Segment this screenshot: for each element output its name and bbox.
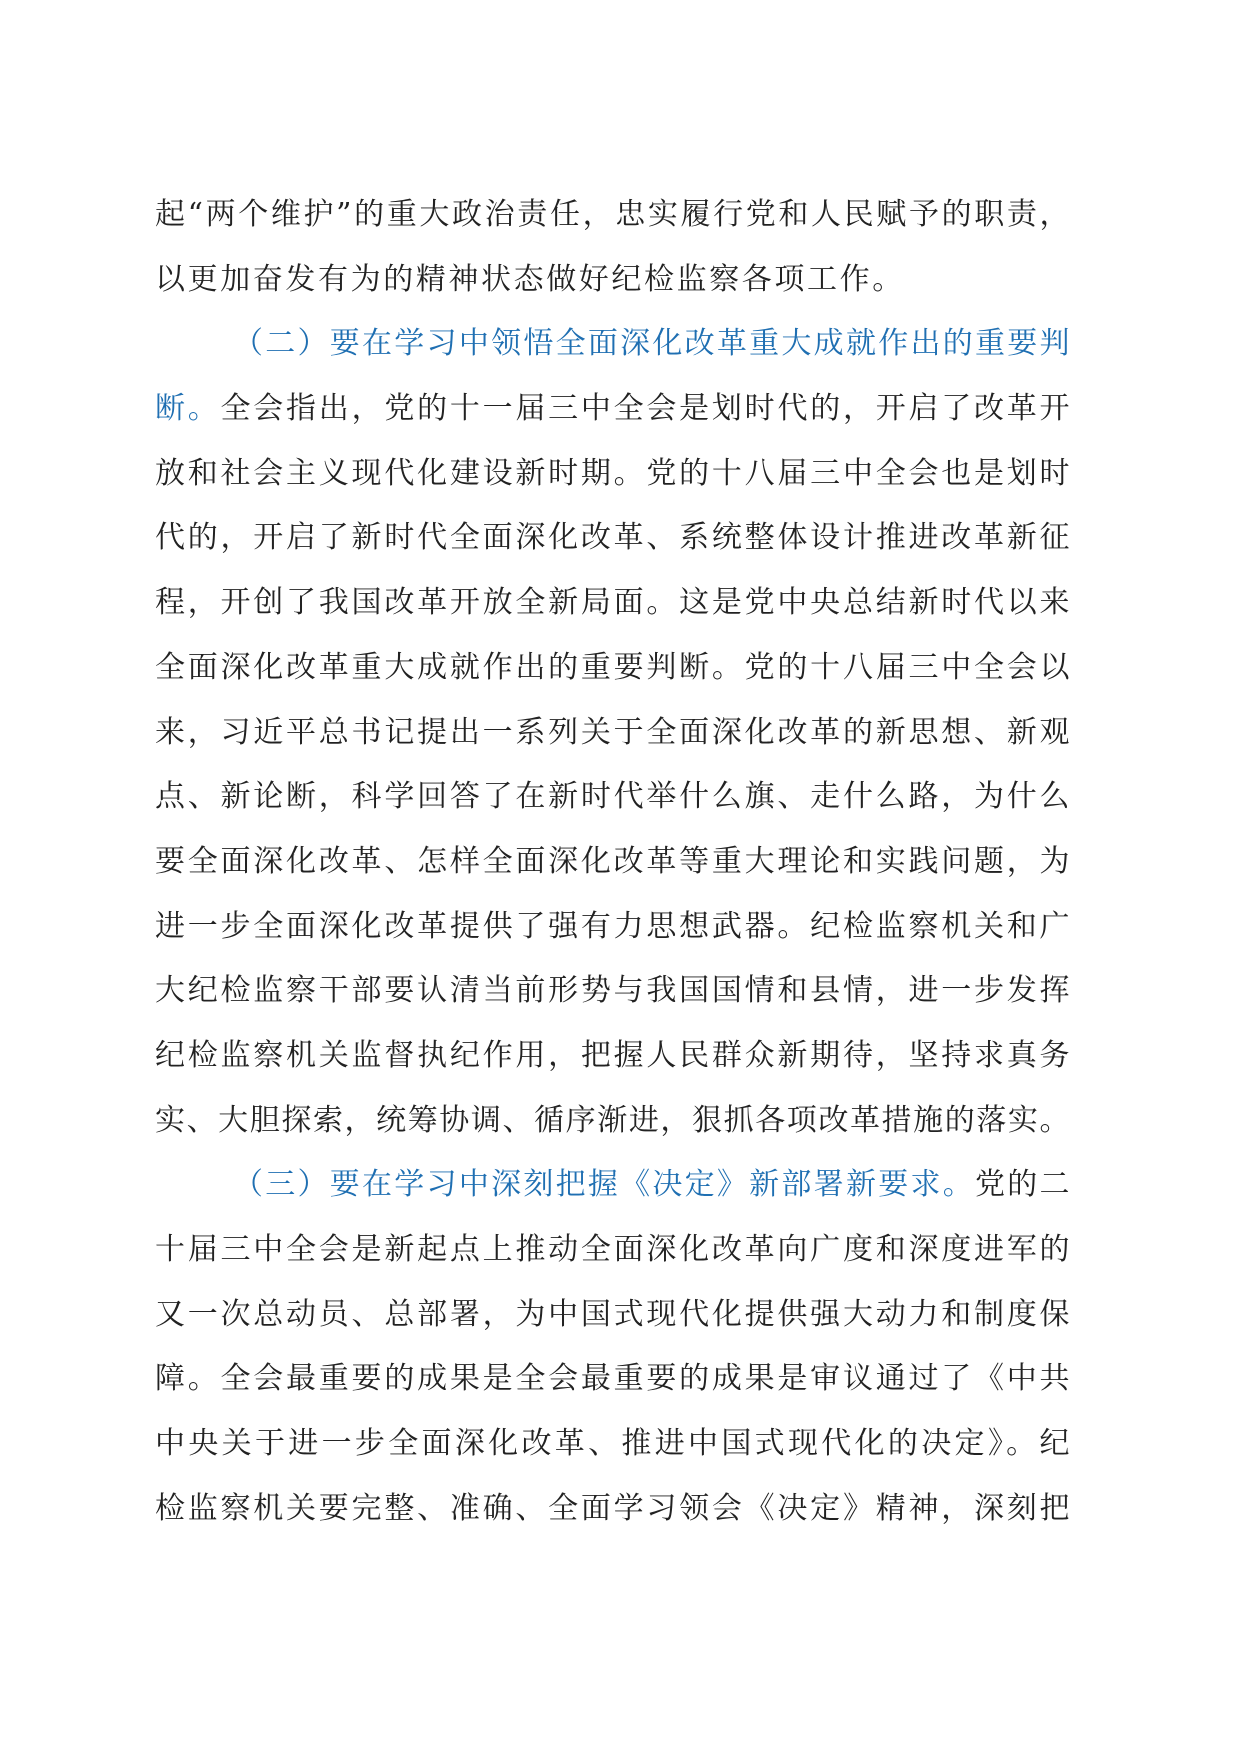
paragraph-text: 全会指出，党的十一届三中全会是划时代的，开启了改革开: [220, 391, 1071, 427]
section-heading-2: [155, 312, 1070, 377]
text-line: 实、大胆探索，统筹协调、循序渐进，狠抓各项改革措施的落实。: [155, 1102, 1070, 1138]
text-line: 检监察机关要完整、准确、全面学习领会《决定》精神，深刻把: [155, 1490, 1070, 1526]
text-line: 大纪检监察干部要认清当前形势与我国国情和县情，进一步发挥: [155, 973, 1070, 1009]
text-line: 程，开创了我国改革开放全新局面。这是党中央总结新时代以来: [155, 585, 1070, 621]
text-line: 十届三中全会是新起点上推动全面深化改革向广度和深度进军的: [155, 1232, 1070, 1267]
text-line: 进一步全面深化改革提供了强有力思想武器。纪检监察机关和广: [155, 908, 1070, 944]
text-line: 代的，开启了新时代全面深化改革、系统整体设计推进改革新征: [155, 520, 1070, 556]
section-heading-3: （三）要在学习中深刻把握《决定》新部署新要求。: [233, 1167, 975, 1203]
text-line: 来，习近平总书记提出一系列关于全面深化改革的新思想、新观: [155, 714, 1070, 750]
section-heading-2-tail: 断。: [155, 391, 221, 427]
text-line: 要全面深化改革、怎样全面深化改革等重大理论和实践问题，为: [155, 843, 1070, 879]
text-line: 中央关于进一步全面深化改革、推进中国式现代化的决定》。纪: [155, 1426, 1070, 1462]
text-line: 又一次总动员、总部署，为中国式现代化提供强大动力和制度保: [155, 1296, 1070, 1332]
text-line: 全面深化改革重大成就作出的重要判断。党的十八届三中全会以: [155, 649, 1070, 685]
paragraph-text: 党的二: [974, 1167, 1071, 1203]
text-line: 障。全会最重要的成果是全会最重要的成果是审议通过了《中共: [155, 1361, 1070, 1397]
text-line: 纪检监察机关监督执纪作用，把握人民群众新期待，坚持求真务: [155, 1037, 1070, 1073]
text-line: 点、新论断，科学回答了在新时代举什么旗、走什么路，为什么: [155, 779, 1070, 815]
text-line: 起“两个维护”的重大政治责任，忠实履行党和人民赋予的职责，: [155, 197, 1070, 232]
text-line: 放和社会主义现代化建设新时期。党的十八届三中全会也是划时: [155, 455, 1070, 491]
document-body: [155, 183, 1070, 1541]
section-heading-2-text: （二）要在学习中领悟全面深化改革重大成就作出的重要判: [233, 326, 1070, 362]
text-line: [155, 1153, 1070, 1218]
text-line: [155, 377, 1070, 442]
text-line: 以更加奋发有为的精神状态做好纪检监察各项工作。: [155, 261, 905, 297]
